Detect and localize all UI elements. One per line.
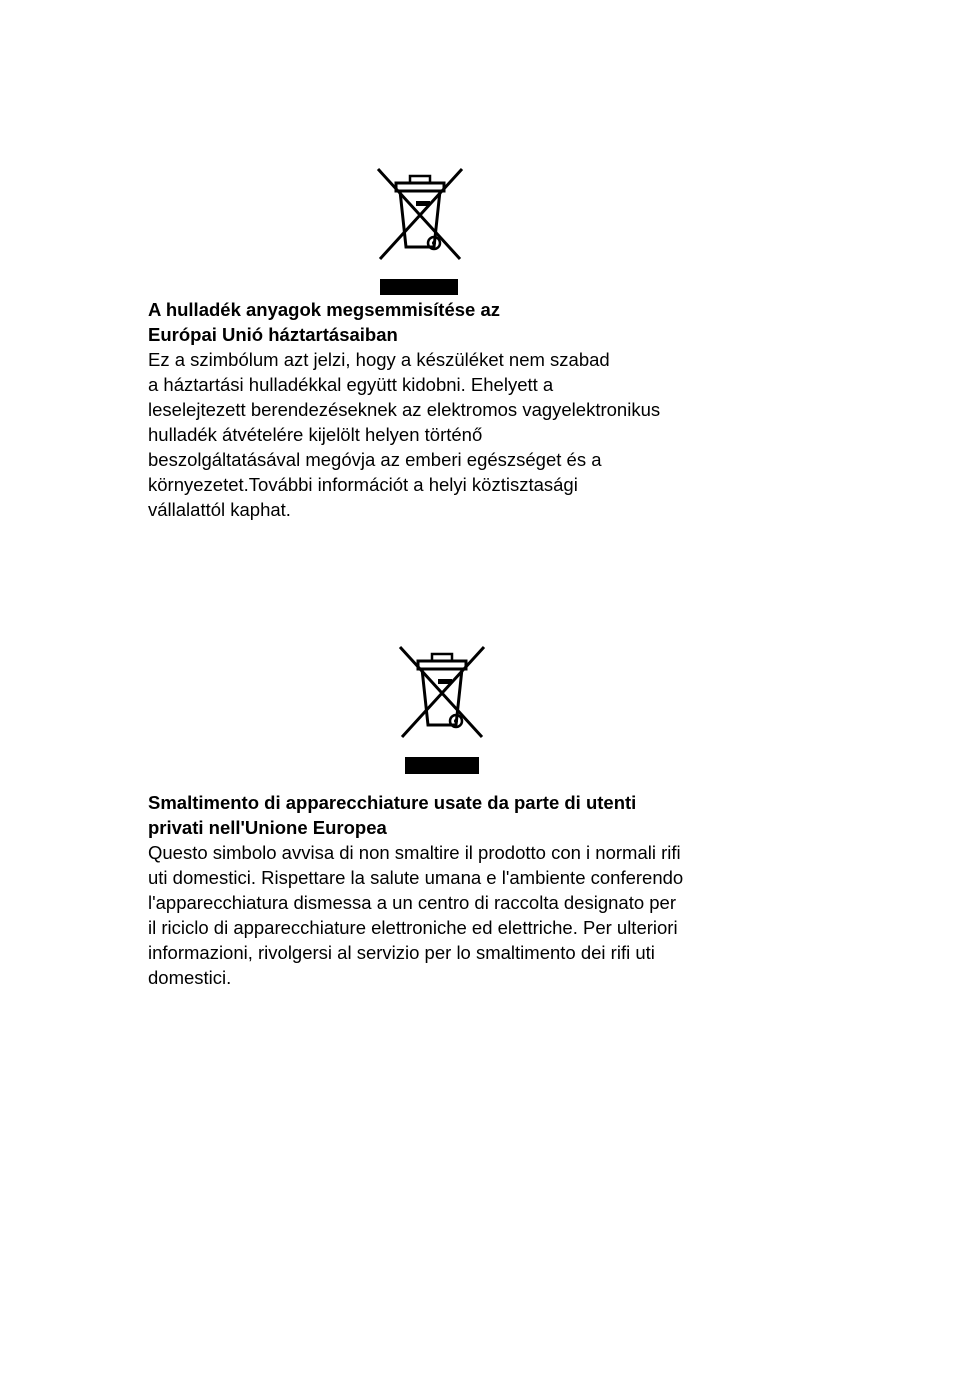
body-line: a háztartási hulladékkal együtt kidobni. Ehelyett a — [148, 374, 554, 395]
body-line: il riciclo di apparecchiature elettroniche ed elettriche. Per ulteriori — [148, 917, 678, 938]
body-line: környezetet.További információt a helyi köztisztasági — [148, 474, 578, 495]
body-line: uti domestici. Rispettare la salute umana e l'ambiente conferendo — [148, 867, 684, 888]
body-line: domestici. — [148, 967, 232, 988]
title-line: privati nell'Unione Europea — [148, 817, 387, 838]
body-line: l'apparecchiatura dismessa a un centro di raccolta designato per — [148, 892, 676, 913]
section-hungarian — [148, 297, 660, 522]
body-line: leselejtezett berendezéseknek az elektromos vagyelektronikus — [148, 399, 661, 420]
weee-bin-icon — [394, 643, 490, 775]
section-body — [148, 347, 660, 522]
weee-bin-icon — [372, 165, 468, 297]
section-title — [148, 297, 660, 347]
section-title — [148, 790, 683, 840]
section-italian — [148, 790, 683, 990]
body-line: hulladék átvételére kijelölt helyen történő — [148, 424, 483, 445]
body-line: Questo simbolo avvisa di non smaltire il prodotto con i normali rifi — [148, 842, 681, 863]
body-line: informazioni, rivolgersi al servizio per lo smaltimento dei rifi uti — [148, 942, 655, 963]
crossed-out-wheelie-bin-icon — [372, 165, 468, 297]
section-body — [148, 840, 683, 990]
title-line: Európai Unió háztartásaiban — [148, 324, 398, 345]
body-line: beszolgáltatásával megóvja az emberi egészséget és a — [148, 449, 602, 470]
title-line: A hulladék anyagok megsemmisítése az — [148, 299, 500, 320]
crossed-out-wheelie-bin-icon — [394, 643, 490, 775]
title-line: Smaltimento di apparecchiature usate da parte di utenti — [148, 792, 637, 813]
body-line: Ez a szimbólum azt jelzi, hogy a készüléket nem szabad — [148, 349, 610, 370]
body-line: vállalattól kaphat. — [148, 499, 291, 520]
